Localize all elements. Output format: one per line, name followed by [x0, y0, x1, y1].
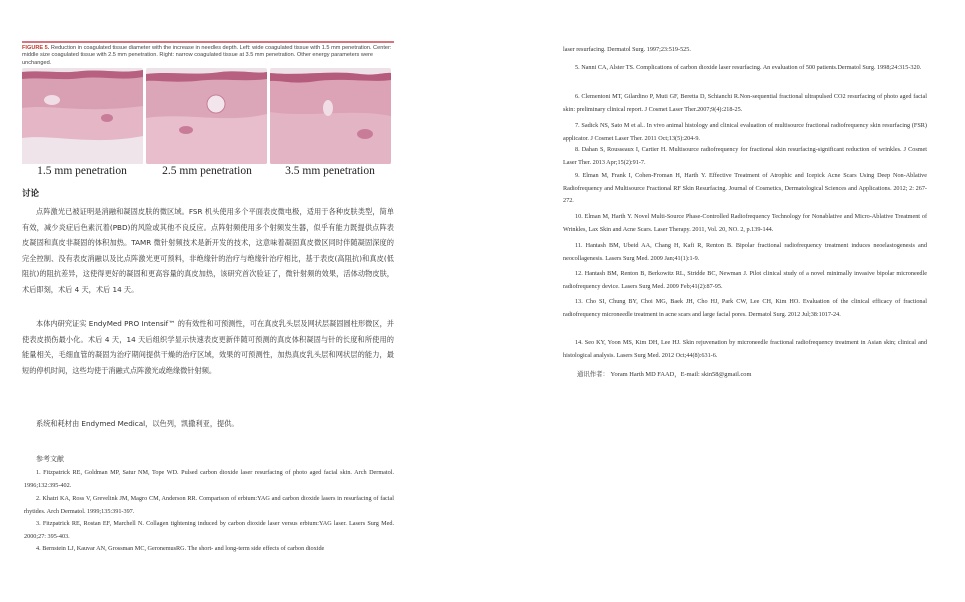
histology-image-1 — [22, 68, 143, 164]
reference-left-1: 1. Fitzpatrick RE, Goldman MP, Satur NM, Tope WD. Pulsed carbon dioxide laser resurfacing of photo aged facial skin. Arch Dermatol. 1996;132:395-402. — [24, 469, 394, 489]
histology-label-1: 1.5 mm penetration — [37, 165, 127, 177]
histology-label-3: 3.5 mm penetration — [285, 165, 375, 177]
figure-top-rule — [22, 41, 394, 43]
reference-right-12: 12. Hantash BM, Renton B, Berkowitz RL, Stridde BC, Newman J. Pilot clinical study of a novel minimally invasive bipolar microneedle radiofrequency device. Lasers Surg Med. 2009 Feb;41(2):87-95. — [563, 270, 927, 290]
reference-right-13: 13. Cho SI, Chung BY, Choi MG, Baek JH, Cho HJ, Park CW, Lee CH, Kim HO. Evaluation of the clinical efficacy of fractional radiofrequency microneedle treatment in acne scars and large facial pores. Dermatol Surg. 2012 Jul;38:1017-24. — [563, 298, 927, 318]
reference-right-5: 5. Nanni CA, Alster TS. Complications of carbon dioxide laser resurfacing. An evaluation of 500 patients.Dermatol Surg. 1998;24:315-320. — [575, 64, 922, 71]
acknowledgement-paragraph: 系统和耗材由 Endymed Medical，以色列，凯撒利亚，提供。 — [36, 419, 239, 428]
discussion-paragraph-2: 本体内研究证实 EndyMed PRO Intensif™ 的有效性和可预测性，可在真皮乳头层及网状层凝固圆柱形微区，并使表皮损伤最小化。术后 4 天，14 天后组织学显示快速表皮更新伴随可预测的真皮体积凝固与针的长度和所使用的能量相关，毛细血管的凝固为治疗期间提供干燥的治疗区域，效果的可预测性，加热真皮乳头层和网状层的能力，最短的停机时间，这些均使于消融式点阵激光或绝缘微针射频。 — [22, 319, 394, 375]
histology-image-2 — [146, 68, 267, 164]
figure-caption-text: Reduction in coagulated tissue diameter with the increase in needles depth. Left: wide coagulated tissue with 1.5 mm penetration. Center: middle size coagulated tissue with 2.5 mm penetration. Right: narrow coagulated tissue at 3.5 mm penetration. Other energy parameters were unchanged. — [22, 45, 392, 66]
corresponding-author: 通讯作者： Yoram Harth MD FAAD，E-mail: skin58@gmail.com — [577, 371, 752, 378]
references-heading: 参考文献 — [36, 455, 64, 463]
figure-caption-label: FIGURE 5. — [22, 45, 50, 51]
reference-right-14: 14. Seo KY, Yoon MS, Kim DH, Lee HJ. Skin rejuvenation by microneedle fractional radiofrequency treatment in Asian skin; clinical and histological analysis. Lasers Surg Med. 2012 Oct;44(8):631-6. — [563, 339, 927, 359]
reference-right-6: 6. Clementoni MT, Gilardino P, Muti GF, Beretta D, Schianchi R.Non-sequential fractional ultrapulsed CO2 resurfacing of photo aged facial skin: preliminary clinical report. J Cosmet Laser Ther.2007;9(4):218-25. — [563, 93, 927, 113]
reference-right-11: 11. Hantash BM, Ubeid AA, Chang H, Kafi R, Renton B. Bipolar fractional radiofrequency treatment induces neoelastogenesis and neocollagenesis. Lasers Surg Med. 2009 Jan;41(1):1-9. — [563, 242, 927, 262]
reference-left-4: 4. Bernstein LJ, Kauvar AN, Grossman MC, GeronemusRG. The short- and long-term side effects of carbon dioxide — [36, 545, 325, 552]
reference-left-2: 2. Khatri KA, Ross V, Grevelink JM, Magro CM, Anderson RR. Comparison of erbium:YAG and carbon dioxide lasers in resurfacing of facial rhytides. Arch Dermatol. 1999;135:391-397. — [24, 495, 394, 515]
reference-left-3: 3. Fitzpatrick RE, Rostan EF, Marchell N. Collagen tightening induced by carbon dioxide laser versus erbium:YAG laser. Lasers Surg Med. 2000;27: 395-403. — [24, 520, 394, 540]
reference-right-8: 8. Dahan S, Rousseaux I, Cartier H. Multisource radiofrequency for fractional skin resurfacing-significant reduction of wrinkles. J Cosmet Laser Ther. 2013 Apr;15(2):91-7. — [563, 146, 927, 166]
histology-image-3 — [270, 68, 391, 164]
reference-right-10: 10. Elman M, Harth Y. Novel Multi-Source Phase-Controlled Radiofrequency Technology for Nonablative and Micro-Ablative Treatment of Wrinkles, Lax Skin and Acne Scars. Laser Therapy. 2011, Vol. 20, NO. 2, p.139-144. — [563, 213, 927, 233]
discussion-paragraph-1: 点阵激光已被证明是消融和凝固皮肤的微区域。FSR 机头使用多个平面表皮微电极，适用于各种皮肤类型，简单有效，减少炎症后色素沉着(PBD)的风险或其他不良反应。点阵射频使用多个射频发生器，似乎有能力既提供点阵表皮凝固和真皮非凝固的体积加热。TAMR 微针射频技术是新开发的技术，这意味着凝固真皮微区同时伴随凝固深度的完全控制、没有表皮消融以及比点阵激光更可预料，非绝缘针的治疗与绝缘针治疗相比，基于表皮(高阻抗)和真皮(低阻抗)的阻抗差异，这使得更好的凝固和更高容量的真皮加热，该研究首次验证了，微针射频的效果，活体动物皮肤，术后即刻，术后 4 天，术后 14 天。 — [22, 207, 394, 294]
reference-right-7: 7. Sadick NS, Sato M et al.. In vivo animal histology and clinical evaluation of multisource fractional radiofrequency skin resurfacing (FSR) applicator. J Cosmet Laser Ther. 2011 Oct;13(5):204-9. — [563, 122, 927, 142]
figure-caption — [22, 45, 394, 67]
discussion-heading: 讨论 — [22, 189, 40, 199]
reference-right-9: 9. Elman M, Frank I, Cohen-Froman H, Harth Y. Effective Treatment of Atrophic and Icepick Acne Scars Using Deep Non-Ablative Radiofrequency and Multisource Fractional RF Skin Resurfacing. Journal of Cosmetics, Dermatological Sciences and Applications. 2012; 2: 267-272. — [563, 172, 927, 205]
histology-label-2: 2.5 mm penetration — [162, 165, 252, 177]
reference-right-continued: laser resurfacing. Dermatol Surg. 1997;23:519-525. — [563, 46, 691, 53]
